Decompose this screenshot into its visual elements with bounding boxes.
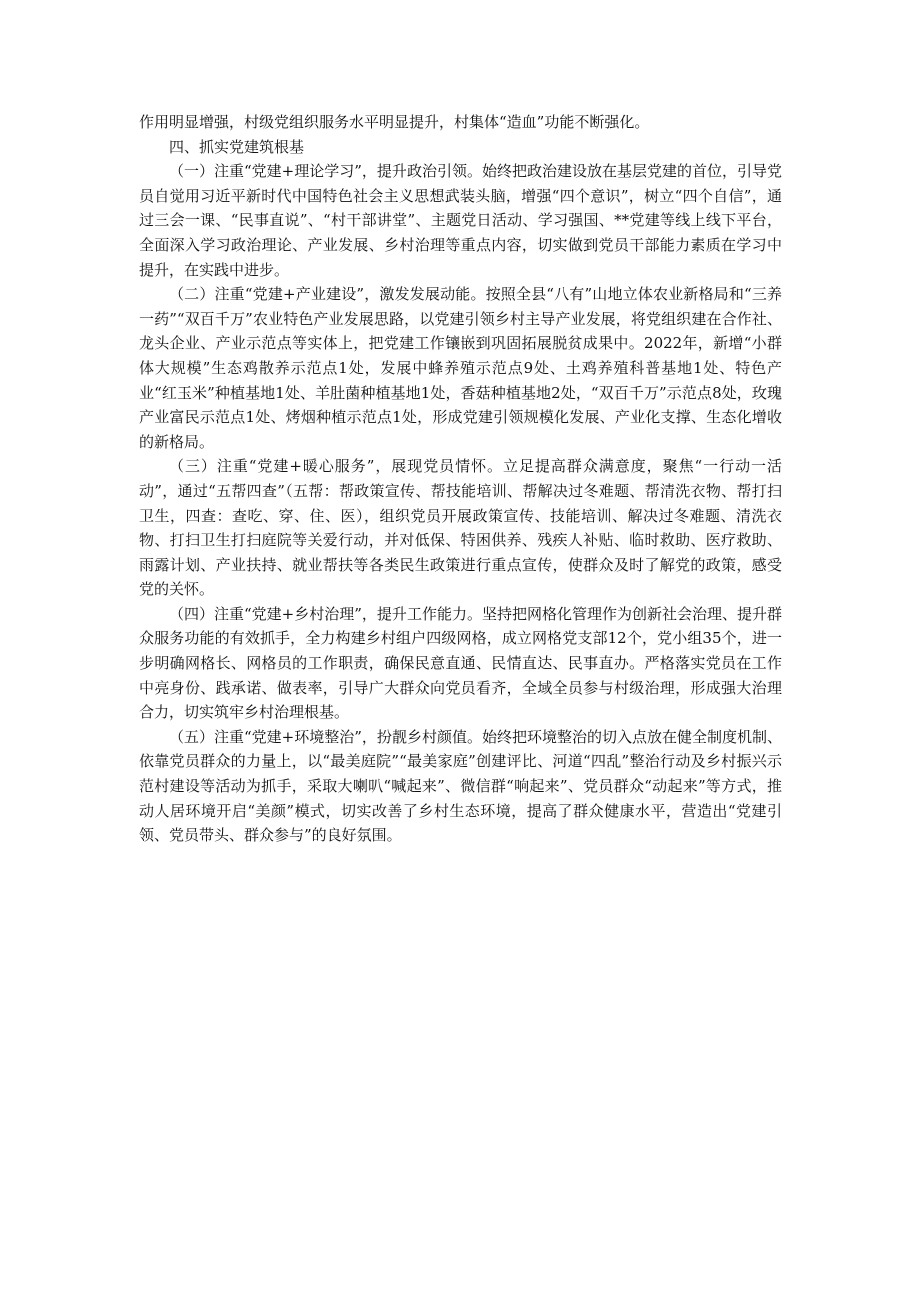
paragraph-continuation: 作用明显增强，村级党组织服务水平明显提升，村集体“造血”功能不断强化。 [139, 113, 650, 131]
document-body [139, 110, 782, 848]
paragraph-industry-building: （二）注重“党建+产业建设”，激发发展动能。按照全县“八有”山地立体农业新格局和“三养一药”“双百千万”农业特色产业发展思路，以党建引领乡村主导产业发展，将党组织建在合作社、龙头企业、产业示范点等实体上，把党建工作镶嵌到巩固拓展脱贫成果中。2022年，新增“小群体大规模”生态鸡散养示范点1处，发展中蜂养殖示范点9处、土鸡养殖科普基地1处、特色产业“红玉米”种植基地1处、羊肚菌种植基地1处，香菇种植基地2处，“双百千万”示范点8处，玫瑰产业富民示范点1处、烤烟种植示范点1处，形成党建引领规模化发展、产业化支撑、生态化增收的新格局。 [139, 285, 782, 451]
paragraph-theory-study: （一）注重“党建+理论学习”，提升政治引领。始终把政治建设放在基层党建的首位，引导党员自觉用习近平新时代中国特色社会主义思想武装头脑，增强“四个意识”，树立“四个自信”，通过三会一课、“民事直说”、“村干部讲堂”、主题党日活动、学习强国、**党建等线上线下平台，全面深入学习政治理论、产业发展、乡村治理等重点内容，切实做到党员干部能力素质在学习中提升，在实践中进步。 [139, 162, 782, 279]
paragraph-environment-improvement: （五）注重“党建+环境整治”，扮靓乡村颜值。始终把环境整治的切入点放在健全制度机制、依靠党员群众的力量上，以“最美庭院”“最美家庭”创建评比、河道“四乱”整治行动及乡村振兴示范村建设等活动为抓手，采取大喇叭“喊起来”、微信群“响起来”、党员群众“动起来”等方式，推动人居环境开启“美颜”模式，切实改善了乡村生态环境，提高了群众健康水平，营造出“党建引领、党员带头、群众参与”的良好氛围。 [139, 727, 782, 845]
paragraph-caring-service: （三）注重“党建+暖心服务”，展现党员情怀。立足提高群众满意度，聚焦“一行动一活动”，通过“五帮四查”（五帮：帮政策宣传、帮技能培训、帮解决过冬难题、帮清洗衣物、帮打扫卫生，四查：查吃、穿、住、医），组织党员开展政策宣传、技能培训、解决过冬难题、清洗衣物、打扫卫生打扫庭院等关爱行动，并对低保、特困供养、残疾人补贴、临时救助、医疗救助、雨露计划、产业扶持、就业帮扶等各类民生政策进行重点宣传，使群众及时了解党的政策，感受党的关怀。 [139, 457, 782, 599]
section-heading: 四、抓实党建筑根基 [169, 137, 305, 156]
paragraph-rural-governance: （四）注重“党建+乡村治理”，提升工作能力。坚持把网格化管理作为创新社会治理、提升群众服务功能的有效抓手，全力构建乡村组户四级网格，成立网格党支部12个，党小组35个，进一步明确网格长、网格员的工作职责，确保民意直通、民情直达、民事直办。严格落实党员在工作中亮身份、践承诺、做表率，引导广大群众向党员看齐，全域全员参与村级治理，形成强大治理合力，切实筑牢乡村治理根基。 [139, 604, 782, 722]
